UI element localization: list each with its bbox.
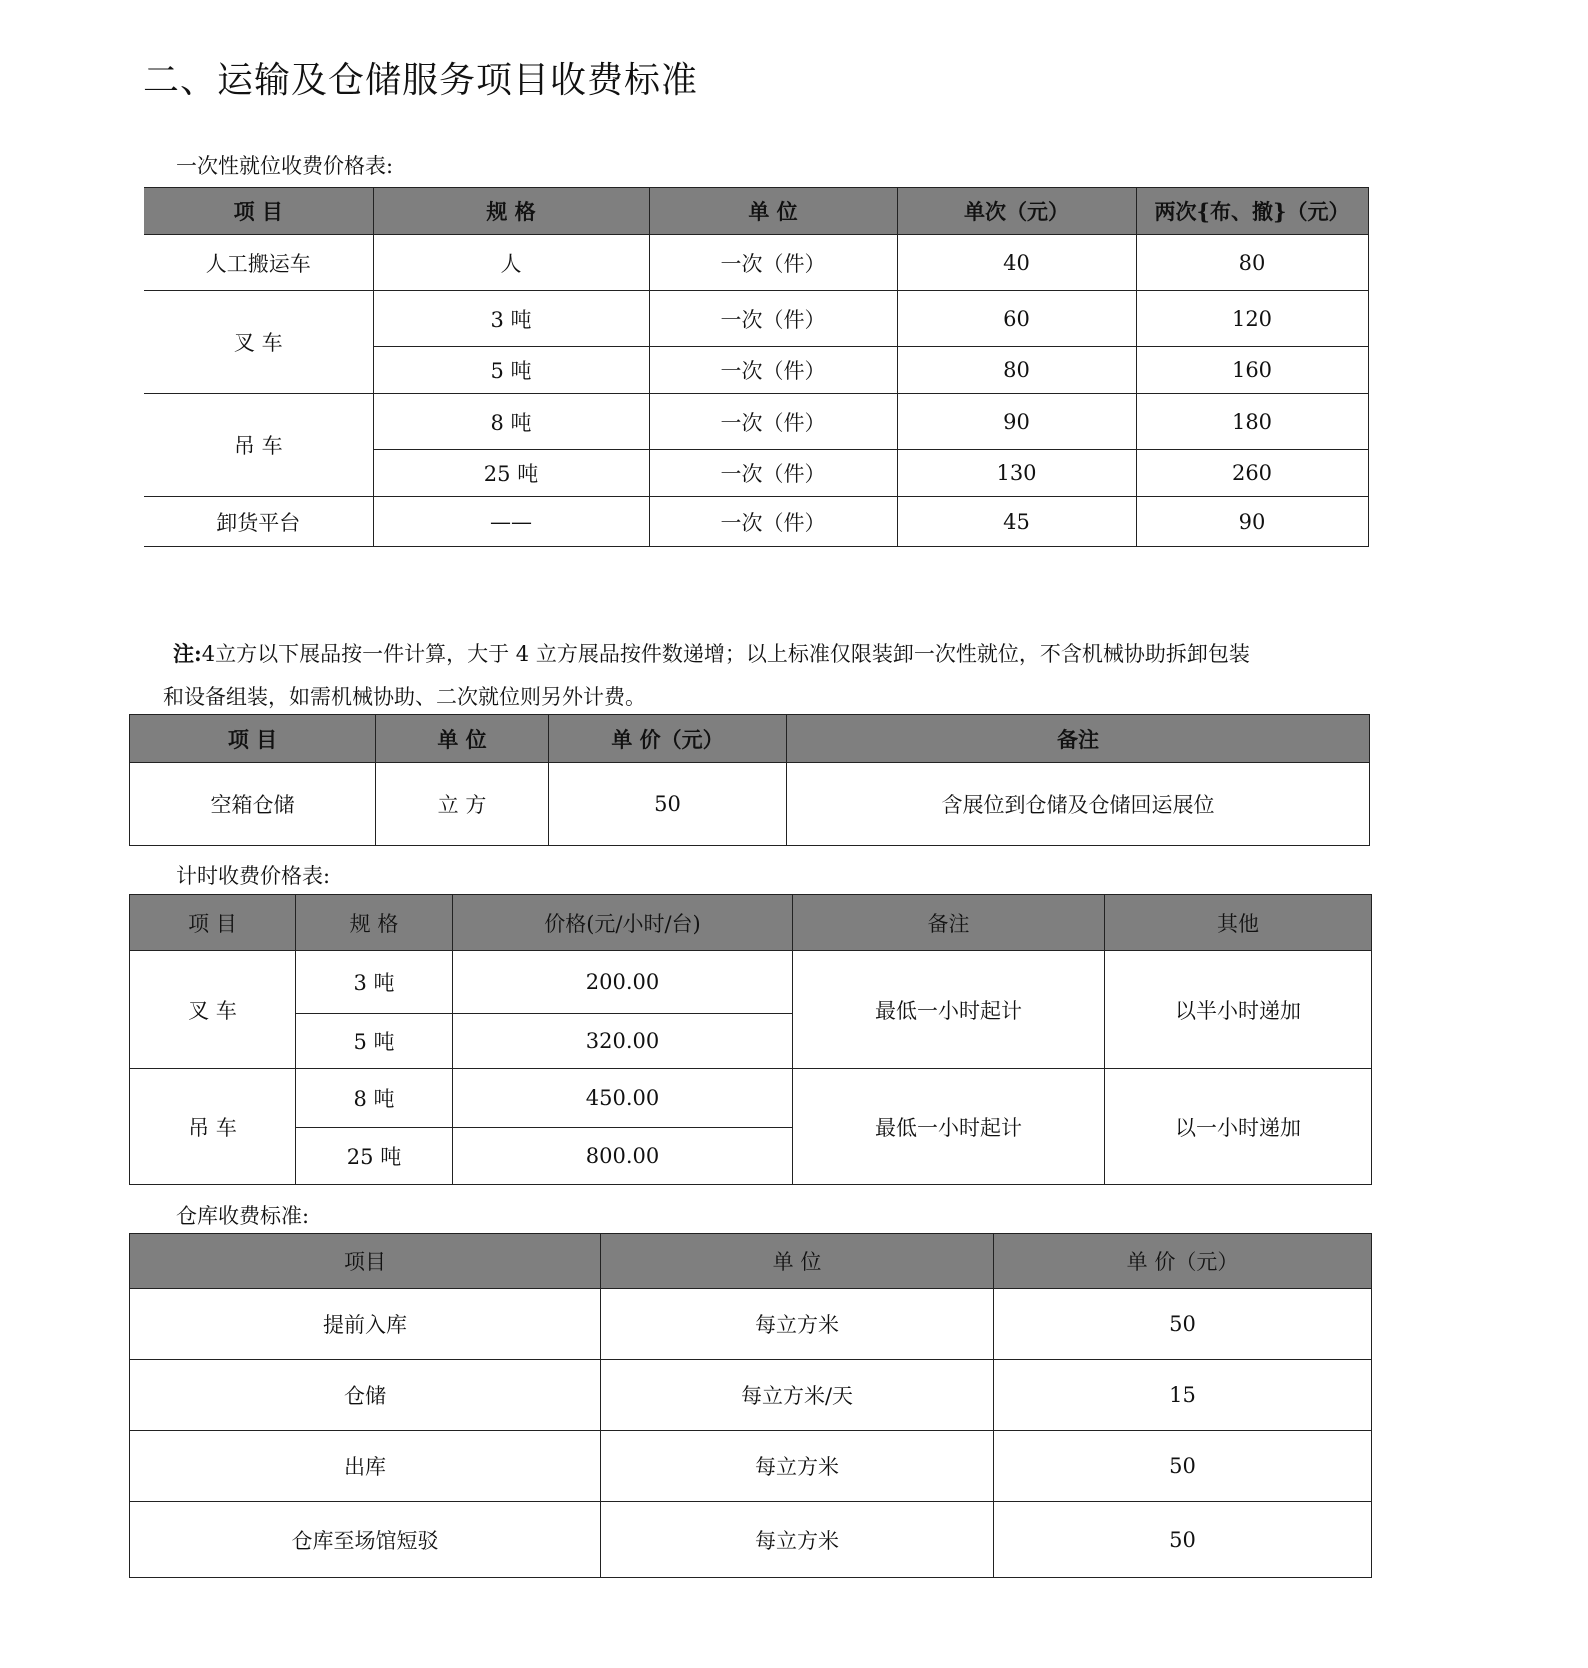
cell-single: 90 — [897, 394, 1136, 450]
cell-unit: 一次（件） — [649, 291, 897, 347]
header-spec: 规 格 — [296, 895, 453, 951]
cell-unit: 一次（件） — [649, 450, 897, 497]
cell-price: 15 — [994, 1360, 1372, 1431]
table4-caption: 仓库收费标准: — [176, 1204, 310, 1228]
table-row — [130, 1502, 1372, 1578]
cell-item: 叉 车 — [144, 291, 373, 394]
cell-double: 180 — [1136, 394, 1368, 450]
header-remark: 备注 — [793, 895, 1105, 951]
cell-remark: 最低一小时起计 — [793, 1069, 1105, 1185]
header-single: 单次（元） — [897, 188, 1136, 235]
cell-spec: 25 吨 — [373, 450, 649, 497]
cell-double: 120 — [1136, 291, 1368, 347]
cell-double: 80 — [1136, 235, 1368, 291]
table-row — [144, 291, 1368, 347]
table-row — [144, 497, 1368, 547]
cell-item: 吊 车 — [130, 1069, 296, 1185]
header-price: 单 价（元） — [994, 1234, 1372, 1289]
cell-item: 卸货平台 — [144, 497, 373, 547]
table-header-row — [130, 895, 1372, 951]
table-header-row — [130, 715, 1370, 763]
cell-price: 50 — [994, 1289, 1372, 1360]
cell-price: 50 — [549, 763, 787, 846]
header-item: 项 目 — [130, 715, 376, 763]
hourly-fee-table — [129, 894, 1372, 1185]
cell-item: 叉 车 — [130, 951, 296, 1069]
cell-remark: 含展位到仓储及仓储回运展位 — [787, 763, 1370, 846]
cell-unit: 每立方米/天 — [601, 1360, 994, 1431]
onetime-placement-fee-table — [144, 187, 1369, 547]
cell-spec: 25 吨 — [296, 1128, 453, 1185]
table-row — [130, 1431, 1372, 1502]
cell-price: 450.00 — [453, 1069, 793, 1128]
table-row — [130, 951, 1372, 1014]
cell-unit: 每立方米 — [601, 1431, 994, 1502]
cell-spec: —— — [373, 497, 649, 547]
cell-price: 320.00 — [453, 1014, 793, 1069]
cell-unit: 一次（件） — [649, 497, 897, 547]
cell-item: 吊 车 — [144, 394, 373, 497]
header-item: 项 目 — [130, 895, 296, 951]
cell-price: 50 — [994, 1431, 1372, 1502]
cell-price: 50 — [994, 1502, 1372, 1578]
cell-unit: 立 方 — [376, 763, 549, 846]
table-header-row — [144, 188, 1368, 235]
table-row — [130, 1289, 1372, 1360]
note-line2: 和设备组装，如需机械协助、二次就位则另外计费。 — [163, 685, 646, 709]
header-unit: 单 位 — [601, 1234, 994, 1289]
cell-item: 空箱仓储 — [130, 763, 376, 846]
empty-crate-storage-table — [129, 714, 1370, 846]
cell-remark: 最低一小时起计 — [793, 951, 1105, 1069]
cell-unit: 一次（件） — [649, 235, 897, 291]
note-label: 注: — [173, 641, 202, 666]
header-unit: 单 位 — [376, 715, 549, 763]
table-row — [144, 235, 1368, 291]
cell-item: 出库 — [130, 1431, 601, 1502]
cell-double: 160 — [1136, 347, 1368, 394]
table-row — [144, 394, 1368, 450]
cell-price: 200.00 — [453, 951, 793, 1014]
table3-caption: 计时收费价格表: — [176, 864, 331, 888]
cell-single: 130 — [897, 450, 1136, 497]
cell-spec: 8 吨 — [296, 1069, 453, 1128]
page-title: 二、运输及仓储服务项目收费标准 — [143, 60, 699, 101]
header-item: 项 目 — [144, 188, 373, 235]
table-row — [130, 1360, 1372, 1431]
cell-other: 以一小时递加 — [1105, 1069, 1372, 1185]
cell-item: 提前入库 — [130, 1289, 601, 1360]
header-remark: 备注 — [787, 715, 1370, 763]
cell-single: 60 — [897, 291, 1136, 347]
cell-spec: 8 吨 — [373, 394, 649, 450]
header-double: 两次{布、撤}（元） — [1136, 188, 1368, 235]
warehouse-fee-table — [129, 1233, 1372, 1578]
cell-single: 40 — [897, 235, 1136, 291]
header-spec: 规 格 — [373, 188, 649, 235]
cell-spec: 人 — [373, 235, 649, 291]
header-price: 价格(元/小时/台) — [453, 895, 793, 951]
cell-double: 260 — [1136, 450, 1368, 497]
cell-item: 人工搬运车 — [144, 235, 373, 291]
header-price: 单 价（元） — [549, 715, 787, 763]
header-item: 项目 — [130, 1234, 601, 1289]
cell-spec: 3 吨 — [373, 291, 649, 347]
table-row — [130, 763, 1370, 846]
cell-unit: 每立方米 — [601, 1502, 994, 1578]
cell-item: 仓库至场馆短驳 — [130, 1502, 601, 1578]
cell-double: 90 — [1136, 497, 1368, 547]
cell-other: 以半小时递加 — [1105, 951, 1372, 1069]
cell-unit: 每立方米 — [601, 1289, 994, 1360]
table1-caption: 一次性就位收费价格表: — [176, 154, 394, 178]
cell-unit: 一次（件） — [649, 394, 897, 450]
cell-unit: 一次（件） — [649, 347, 897, 394]
cell-single: 80 — [897, 347, 1136, 394]
table-header-row — [130, 1234, 1372, 1289]
note-line1: 4立方以下展品按一件计算，大于 4 立方展品按件数递增；以上标准仅限装卸一次性就位，不含机械协助拆卸包装 — [201, 642, 1250, 666]
cell-spec: 5 吨 — [373, 347, 649, 394]
header-other: 其他 — [1105, 895, 1372, 951]
header-unit: 单 位 — [649, 188, 897, 235]
cell-single: 45 — [897, 497, 1136, 547]
table-row — [130, 1069, 1372, 1128]
note-paragraph — [163, 632, 1413, 719]
cell-spec: 3 吨 — [296, 951, 453, 1014]
cell-item: 仓储 — [130, 1360, 601, 1431]
cell-price: 800.00 — [453, 1128, 793, 1185]
cell-spec: 5 吨 — [296, 1014, 453, 1069]
